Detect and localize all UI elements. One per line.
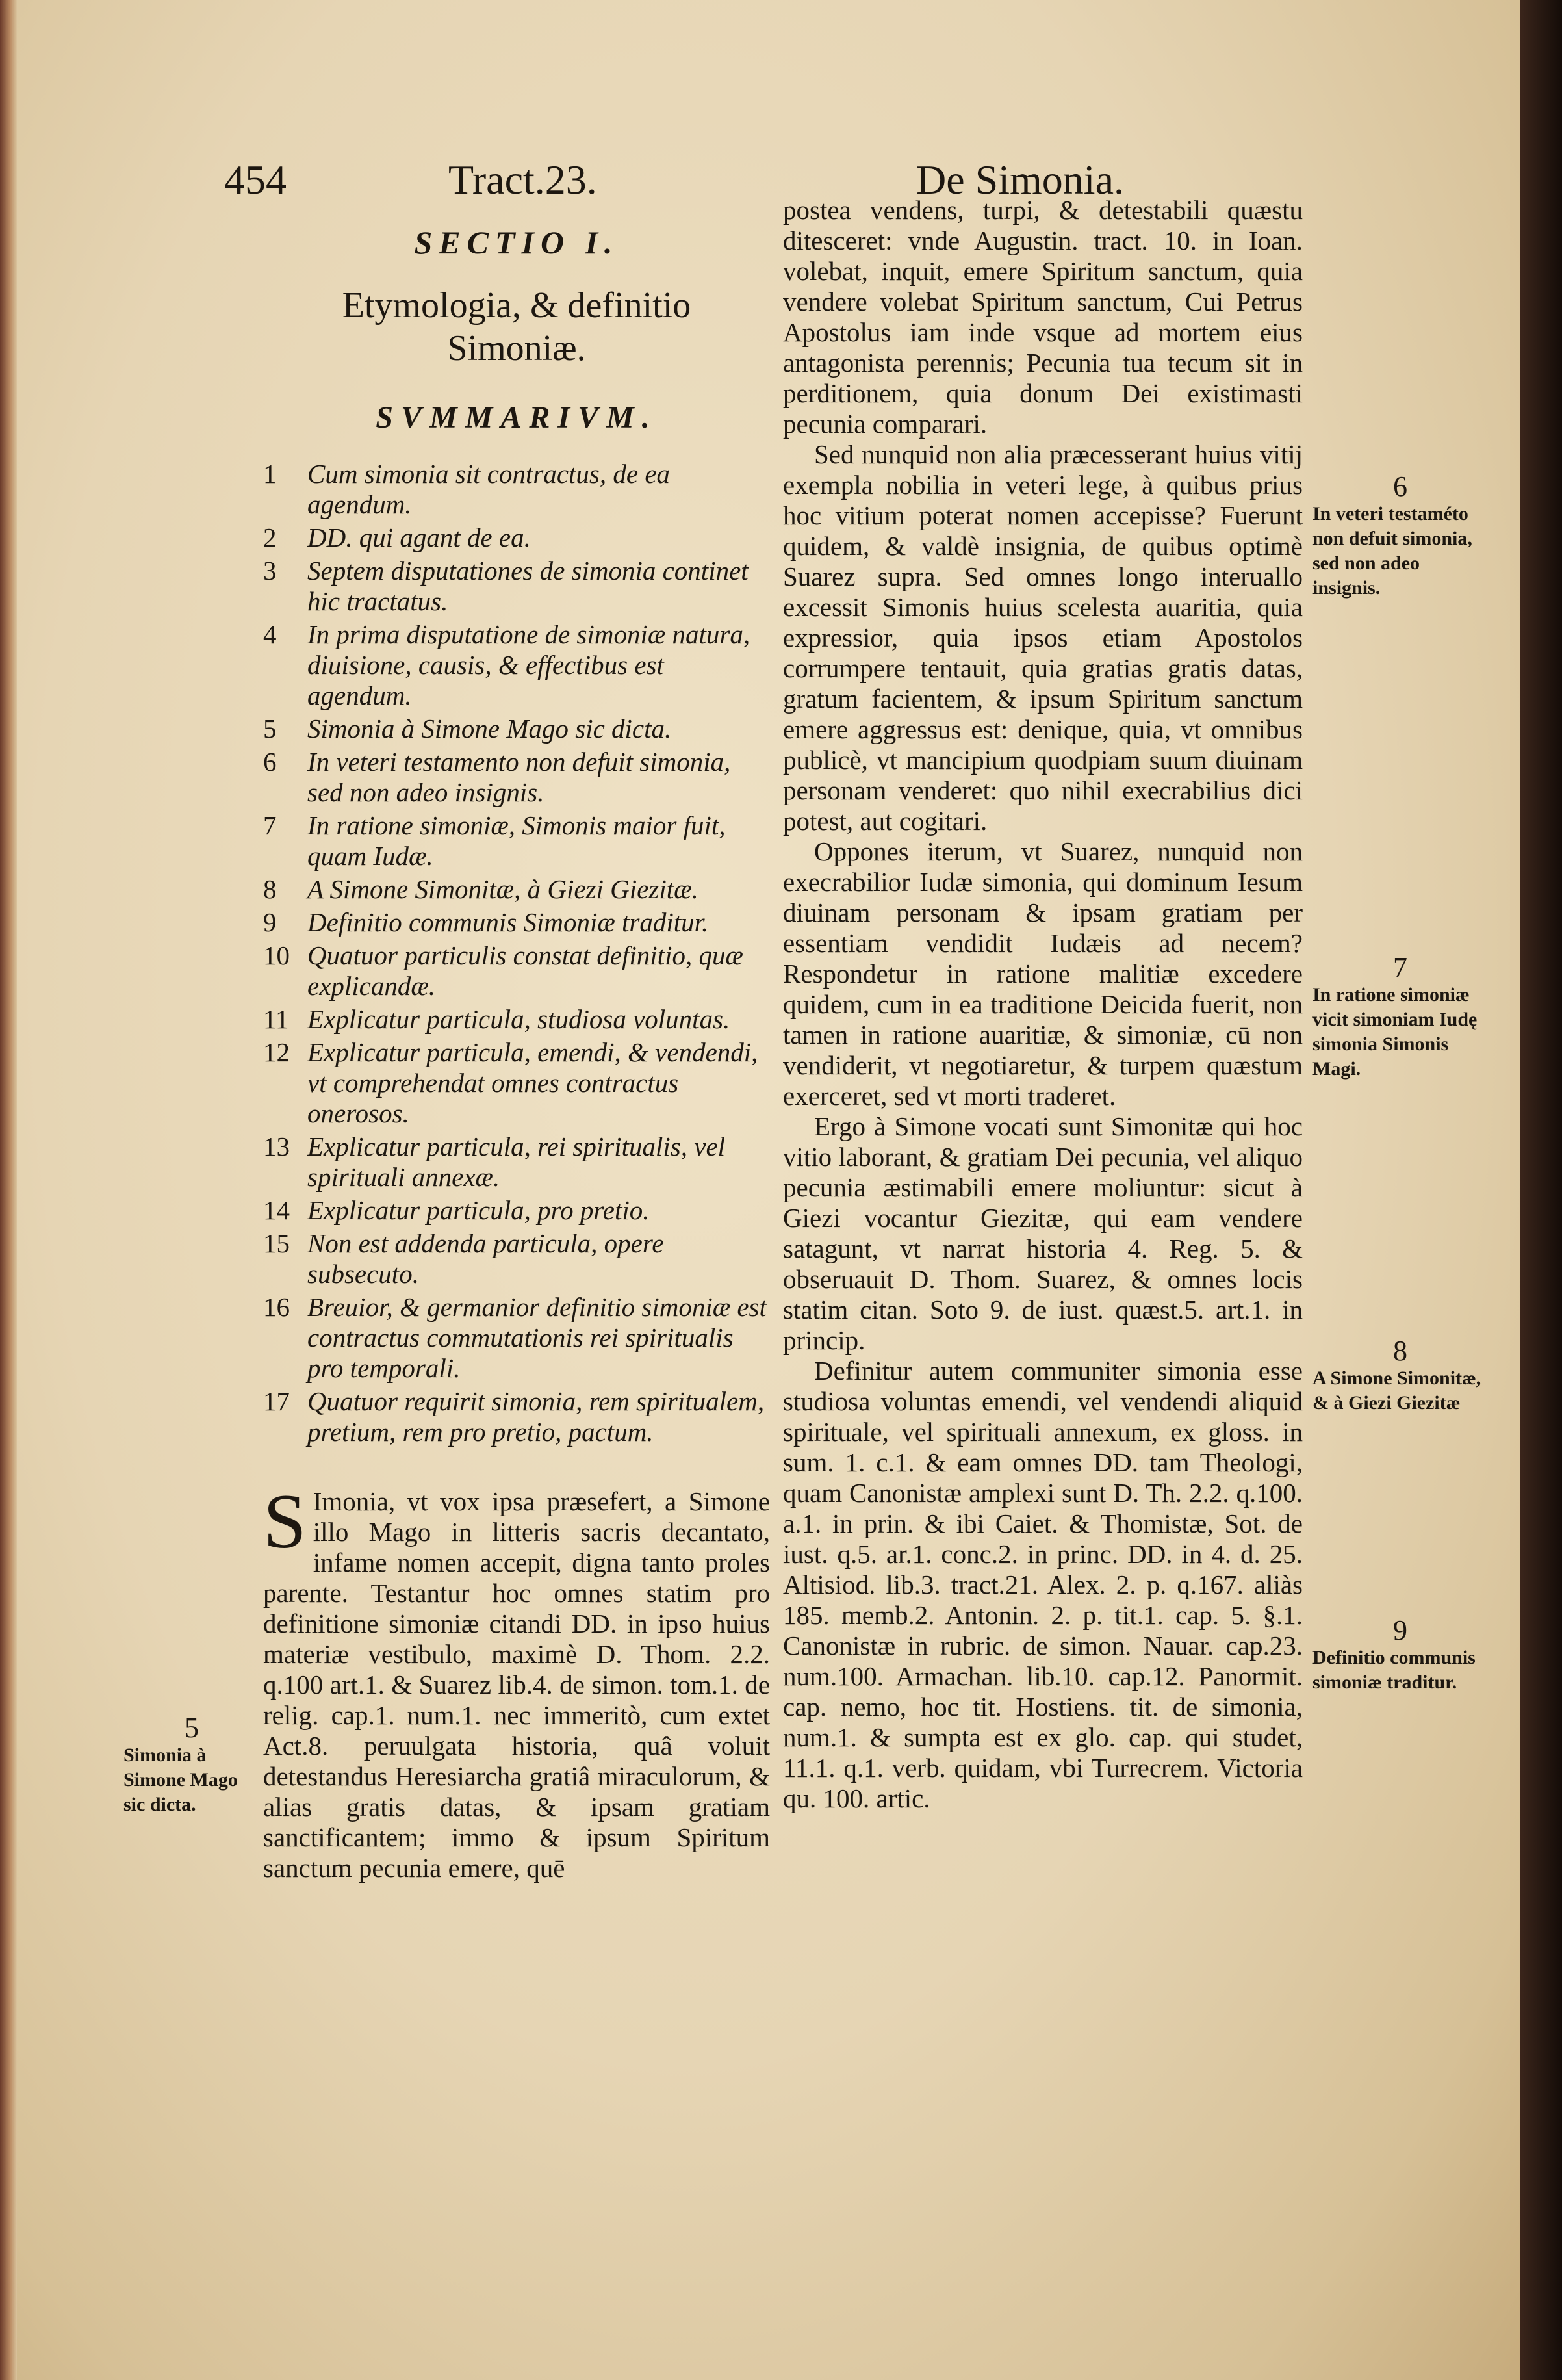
section-title-line2: Simoniæ. — [447, 328, 586, 369]
list-item: 4 In prima disputatione de simoniæ natura, diuisione, causis, & effectibus est agendum. — [263, 619, 750, 710]
running-title: De Simonia. — [916, 157, 1124, 203]
list-item: 6 In veteri testamento non defuit simonia, sed non adeo insignis. — [263, 747, 731, 807]
paragraph: Oppones iterum, vt Suarez, nunquid non execrabilior Iudæ simonia, qui dominum Iesum diuinam personam & ipsam gratiam per essentiam vendidit Iudæis ad necem? Respondetur in ratione malitiæ excedere quidem, cum in ea traditione Deicida fuerit, non tamen in ratione auaritiæ, & simoniæ, cū non vendiderit, vt negotiaretur, & turpem quæstum exerceret, sed vt morti traderet. — [783, 836, 1303, 1111]
paragraph: Ergo à Simone vocati sunt Simonitæ qui hoc vitio laborant, & gratiam Dei pecunia, vel aliquo pecunia æstimabili emere moliuntur: sicut à Giezi vocantur Giezitæ, qui eam vendere satagunt, vt narrat historia 4. Reg. 5. & obseruauit D. Thom. Suarez, & omnes locis statim citan. Soto 9. de iust. quæst.5. art.1. in princip. — [783, 1111, 1303, 1355]
list-item: 12 Explicatur particula, emendi, & vendendi, vt comprehendat omnes contractus onerosos. — [263, 1037, 758, 1128]
book-spine — [0, 0, 17, 2380]
paragraph: postea vendens, turpi, & detestabili quæstu ditesceret: vnde Augustin. tract. 10. in Ioan. volebat, inquit, emere Spiritum sanctum, quia vendere volebat Spiritum sanctum, Cui Petrus Apostolus iam inde vsque ad mortem eius antagonista perennis; Pecunia tua tecum sit in perditionem, quia donum Dei existimasti pecunia comparari. — [783, 195, 1303, 439]
list-item: 17 Quatuor requirit simonia, rem spiritualem, pretium, rem pro pretio, pactum. — [263, 1386, 765, 1447]
list-item: 16 Breuior, & germanior definitio simoniæ est contractus commutationis rei spiritualis pro temporali. — [263, 1292, 767, 1383]
left-column — [263, 224, 770, 1883]
list-item: 11 Explicatur particula, studiosa voluntas. — [263, 1004, 730, 1034]
list-item: 10 Quatuor particulis constat definitio, quæ explicandæ. — [263, 940, 743, 1001]
paragraph: Sed nunquid non alia præcesserant huius vitij exempla nobilia in veteri lege, à quibus prius hoc vitium poterat nomen accepisse? Fuerunt quidem, & valdè insignia, de quibus optimè Suarez supra. Sed omnes longo interuallo excessit Simonis huius scelesta auaritia, quia expressior, quia ipsos etiam Apostolos corrumpere tentauit, quia gratias gratis datas, gratum facientem, & ipsum Spiritum sanctum emere aggressus est: denique, quia, vt omnibus publicè, vt mancipium quodpiam suum diuinam personam venderet: quo nihil execrabilius dici potest, aut cogitari. — [783, 439, 1303, 836]
list-item: 3 Septem disputationes de simonia continet hic tractatus. — [263, 556, 749, 616]
list-item: 7 In ratione simoniæ, Simonis maior fuit, quam Iudæ. — [263, 810, 726, 871]
drop-cap: S — [263, 1478, 307, 1564]
margin-note-6: 6 In veteri testaméto non defuit simonia, sed non adeo insignis. — [1312, 471, 1472, 599]
list-item: 2 DD. qui agant de ea. — [263, 523, 531, 552]
list-item: 8 A Simone Simonitæ, à Giezi Giezitæ. — [263, 874, 698, 904]
list-item: 5 Simonia à Simone Mago sic dicta. — [263, 714, 672, 744]
right-column — [783, 195, 1303, 1814]
section-heading: SECTIO I. — [414, 224, 619, 261]
list-item: 14 Explicatur particula, pro pretio. — [263, 1195, 650, 1225]
page-number: 454 — [224, 157, 287, 203]
body-paragraph-simonia: S Imonia, vt vox ipsa præsefert, a Simone illo Mago in litteris sacris decantato, infame nomen accepit, digna tanto proles parente. Testantur hoc omnes statim pro definitione simoniæ citandi DD. in ipso huius materiæ vestibulo, maximè D. Thom. 2.2. q.100 art.1. & Suarez lib.4. de simon. tom.1. de relig. cap.1. num.1. nec immeritò, cum extet Act.8. peruulgata historia, quâ voluit detestandus Heresiarcha gratiâ miraculorum, & alias gratis datas, & ipsam gratiam sanctificantem; immo & ipsum Spiritum sanctum pecunia emere, quē — [263, 1478, 770, 1883]
list-item: 15 Non est addenda particula, opere subsecuto. — [263, 1228, 664, 1289]
tractatus-label: Tract.23. — [448, 157, 597, 203]
list-item: 1 Cum simonia sit contractus, de ea agendum. — [263, 459, 671, 519]
section-title-line1: Etymologia, & definitio — [342, 285, 691, 326]
list-item: 9 Definitio communis Simoniæ traditur. — [263, 907, 709, 937]
page-edge-shadow — [1520, 0, 1562, 2380]
summarium-heading: SVMMARIVM. — [376, 400, 658, 435]
summary-list — [263, 459, 770, 1447]
margin-note-9: 9 Definitio communis simoniæ traditur. — [1312, 1614, 1476, 1693]
paragraph: Definitur autem communiter simonia esse studiosa voluntas emendi, vel vendendi aliquid spirituale, vel spirituali annexum, ex gloss. in sum. 1. c.1. & eam omnes DD. tam Theologi, quam Canonistæ amplexi sunt D. Th. 2.2. q.100. a.1. in prin. & ibi Caiet. & Thomistæ, Sot. de iust. q.5. ar.1. conc.2. in princ. DD. in 4. d. 25. Altisiod. lib.3. tract.21. Alex. 2. p. q.167. aliàs 185. memb.2. Antonin. 2. p. tit.1. cap. 5. §.1. Canonistæ in rubric. de simon. Nauar. cap.23. num.100. Armachan. lib.10. cap.12. Panormit. cap. nemo, hoc tit. Hostiens. tit. de simonia, num.1. & sumpta est ex glo. cap. qui studet, 11.1. q.1. verb. quidam, vbi Turrecrem. Victoria qu. 100. artic. — [783, 1356, 1303, 1813]
margin-note-7: 7 In ratione simoniæ vicit simoniam Iudę simonia Simonis Magi. — [1312, 951, 1478, 1080]
margin-note-5: 5 Simonia à Simone Mago sic dicta. — [123, 1712, 238, 1815]
list-item: 13 Explicatur particula, rei spiritualis, vel spirituali annexæ. — [263, 1132, 726, 1192]
margin-note-8: 8 A Simone Simonitæ, & à Giezi Giezitæ — [1312, 1335, 1481, 1414]
